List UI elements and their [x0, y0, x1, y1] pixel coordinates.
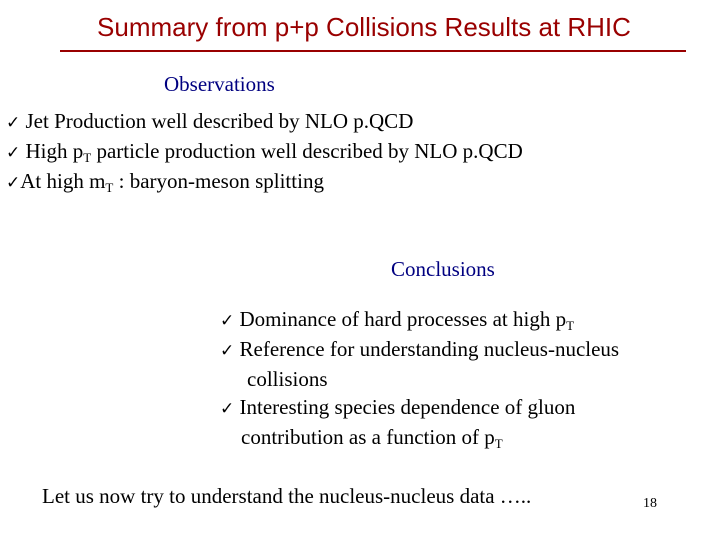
- conclusion-item: ✓ Interesting species dependence of gluon contribution as a function of $p_T$: [220, 395, 576, 451]
- observations-list: [6, 107, 523, 197]
- checkmark-icon: ✓: [6, 173, 21, 193]
- conclusion-item: ✓ Dominance of hard processes at high $p_T$: [220, 307, 575, 333]
- page-number: 18: [643, 496, 657, 511]
- checkmark-icon: ✓: [220, 311, 235, 331]
- observation-item: ✓ Jet Production well described by NLO p.QCD: [6, 107, 523, 137]
- checkmark-icon: ✓: [220, 399, 235, 419]
- conclusion-item: ✓ Reference for understanding nucleus-nucleus collisions: [220, 337, 620, 391]
- observation-item: ✓ High $p_T$ particle production well described by NLO p.QCD: [6, 139, 523, 165]
- slide-title: Summary from p+p Collisions Results at RHIC: [97, 12, 631, 42]
- checkmark-icon: ✓: [6, 113, 21, 133]
- conclusions-heading: Conclusions: [391, 257, 495, 281]
- title-underline: [60, 50, 686, 52]
- checkmark-icon: ✓: [6, 143, 21, 163]
- observations-heading: Observations: [164, 72, 275, 96]
- conclusions-list: [220, 305, 619, 451]
- checkmark-icon: ✓: [220, 341, 235, 361]
- observation-item: ✓At high $m_T$ : baryon-meson splitting: [6, 169, 324, 195]
- footer-text: Let us now try to understand the nucleus-nucleus data …..: [42, 484, 532, 508]
